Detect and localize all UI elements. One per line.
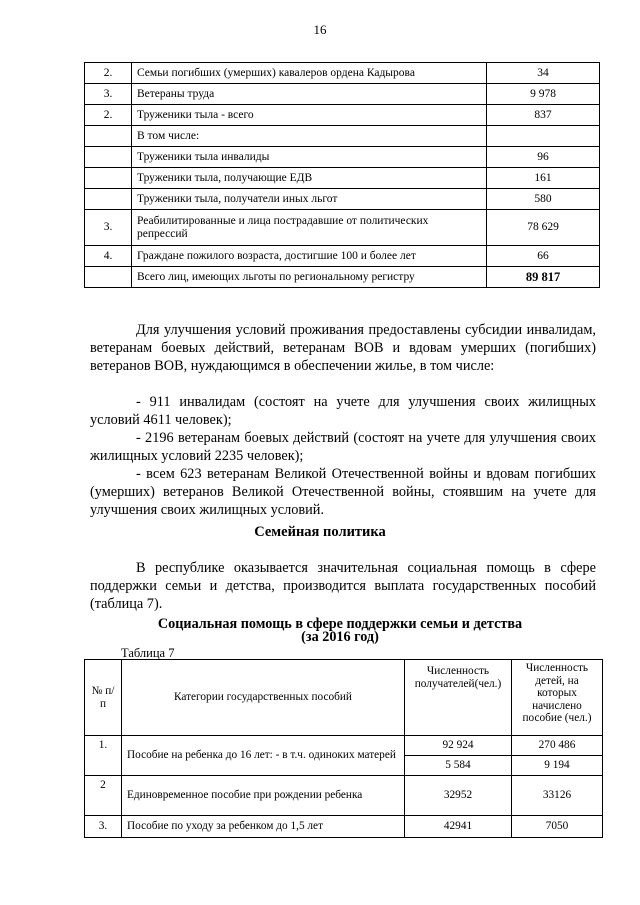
row-value bbox=[487, 126, 600, 147]
total-label: Всего лиц, имеющих льготы по региональному регистру bbox=[132, 267, 487, 288]
paragraph-combat-veterans: - 2196 ветеранам боевых действий (состоят на учете для улучшения своих жилищных условий 2235 человек); bbox=[90, 430, 596, 464]
row-number: 2. bbox=[85, 105, 132, 126]
table-header-row bbox=[85, 660, 603, 736]
header-category: Категории государственных пособий bbox=[122, 660, 405, 736]
benefits-table bbox=[84, 62, 600, 288]
row-value: 34 bbox=[487, 63, 600, 84]
table-row bbox=[85, 126, 600, 147]
row-label: Труженики тыла, получающие ЕДВ bbox=[132, 168, 487, 189]
table-row bbox=[85, 776, 603, 816]
row-label: В том числе: bbox=[132, 126, 487, 147]
paragraph-wwii-veterans: - всем 623 ветеранам Великой Отечественной войны и вдовам погибших (умерших) ветеранов Великой Отечественной войны, стоявшим на учете для улучшения своих жилищных условий. bbox=[90, 466, 596, 518]
row-category: Единовременное пособие при рождении ребенка bbox=[122, 776, 405, 816]
row-number bbox=[85, 189, 132, 210]
row-number: 3. bbox=[85, 210, 132, 246]
table-row bbox=[85, 84, 600, 105]
row-number bbox=[85, 168, 132, 189]
page-number: 16 bbox=[313, 22, 327, 37]
table-row bbox=[85, 147, 600, 168]
row-label: Ветераны труда bbox=[132, 84, 487, 105]
row-label: Труженики тыла инвалиды bbox=[132, 147, 487, 168]
row-recipients-sub: 5 584 bbox=[405, 756, 512, 776]
row-value: 78 629 bbox=[487, 210, 600, 246]
table-row bbox=[85, 189, 600, 210]
row-number bbox=[85, 267, 132, 288]
total-row bbox=[85, 267, 600, 288]
table-row bbox=[85, 246, 600, 267]
table-row bbox=[85, 168, 600, 189]
row-number bbox=[85, 126, 132, 147]
table-row bbox=[85, 105, 600, 126]
row-recipients: 92 924 bbox=[405, 736, 512, 756]
table7-title bbox=[100, 618, 580, 644]
row-category: Пособие на ребенка до 16 лет: - в т.ч. одиноких матерей bbox=[122, 736, 405, 776]
header-recipients: Численность получателей(чел.) bbox=[405, 660, 512, 736]
row-number: 1. bbox=[85, 736, 122, 776]
family-benefits-table bbox=[84, 659, 603, 838]
header-num: № п/п bbox=[85, 660, 122, 736]
row-number: 4. bbox=[85, 246, 132, 267]
row-recipients: 32952 bbox=[405, 776, 512, 816]
row-children: 270 486 bbox=[512, 736, 603, 756]
paragraph-family-support: В республике оказывается значительная социальная помощь в сфере поддержки семьи и детства, производится выплата государственных пособий (таблица 7). bbox=[90, 560, 596, 612]
row-number: 3. bbox=[85, 816, 122, 838]
header-children: Численность детей, на которых начислено пособие (чел.) bbox=[512, 660, 603, 736]
table7-title-line1: Социальная помощь в сфере поддержки семьи и детства bbox=[157, 616, 523, 632]
row-category: Пособие по уходу за ребенком до 1,5 лет bbox=[122, 816, 405, 838]
row-number: 2. bbox=[85, 63, 132, 84]
paragraph-invalids: - 911 инвалидам (состоят на учете для улучшения своих жилищных условий 4611 человек); bbox=[90, 394, 596, 428]
row-value: 9 978 bbox=[487, 84, 600, 105]
row-value: 66 bbox=[487, 246, 600, 267]
row-label: Семьи погибших (умерших) кавалеров ордена Кадырова bbox=[132, 63, 487, 84]
row-label: Труженики тыла, получатели иных льгот bbox=[132, 189, 487, 210]
row-label: Граждане пожилого возраста, достигшие 100 и более лет bbox=[132, 246, 487, 267]
paragraph-subsidies: Для улучшения условий проживания предоставлены субсидии инвалидам, ветеранам боевых действий, ветеранам ВОВ и вдовам умерших (погибших) ветеранов ВОВ, нуждающимся в обеспечении жилье, в том числе: bbox=[90, 322, 596, 374]
section-heading: Семейная политика bbox=[254, 524, 386, 540]
row-value: 837 bbox=[487, 105, 600, 126]
table7-label: Таблица 7 bbox=[121, 646, 175, 660]
row-children-sub: 9 194 bbox=[512, 756, 603, 776]
table-row bbox=[85, 736, 603, 756]
row-recipients: 42941 bbox=[405, 816, 512, 838]
total-value: 89 817 bbox=[487, 267, 600, 288]
row-label: Труженики тыла - всего bbox=[132, 105, 487, 126]
row-children: 33126 bbox=[512, 776, 603, 816]
row-children: 7050 bbox=[512, 816, 603, 838]
row-number: 3. bbox=[85, 84, 132, 105]
row-number: 2 bbox=[85, 776, 122, 816]
row-value: 96 bbox=[487, 147, 600, 168]
row-value: 161 bbox=[487, 168, 600, 189]
table-row bbox=[85, 63, 600, 84]
row-number bbox=[85, 147, 132, 168]
table-row bbox=[85, 210, 600, 246]
table7-title-line2: (за 2016 год) bbox=[301, 629, 379, 645]
row-label: Реабилитированные и лица пострадавшие от политических репрессий bbox=[132, 210, 487, 246]
row-value: 580 bbox=[487, 189, 600, 210]
table-row bbox=[85, 816, 603, 838]
